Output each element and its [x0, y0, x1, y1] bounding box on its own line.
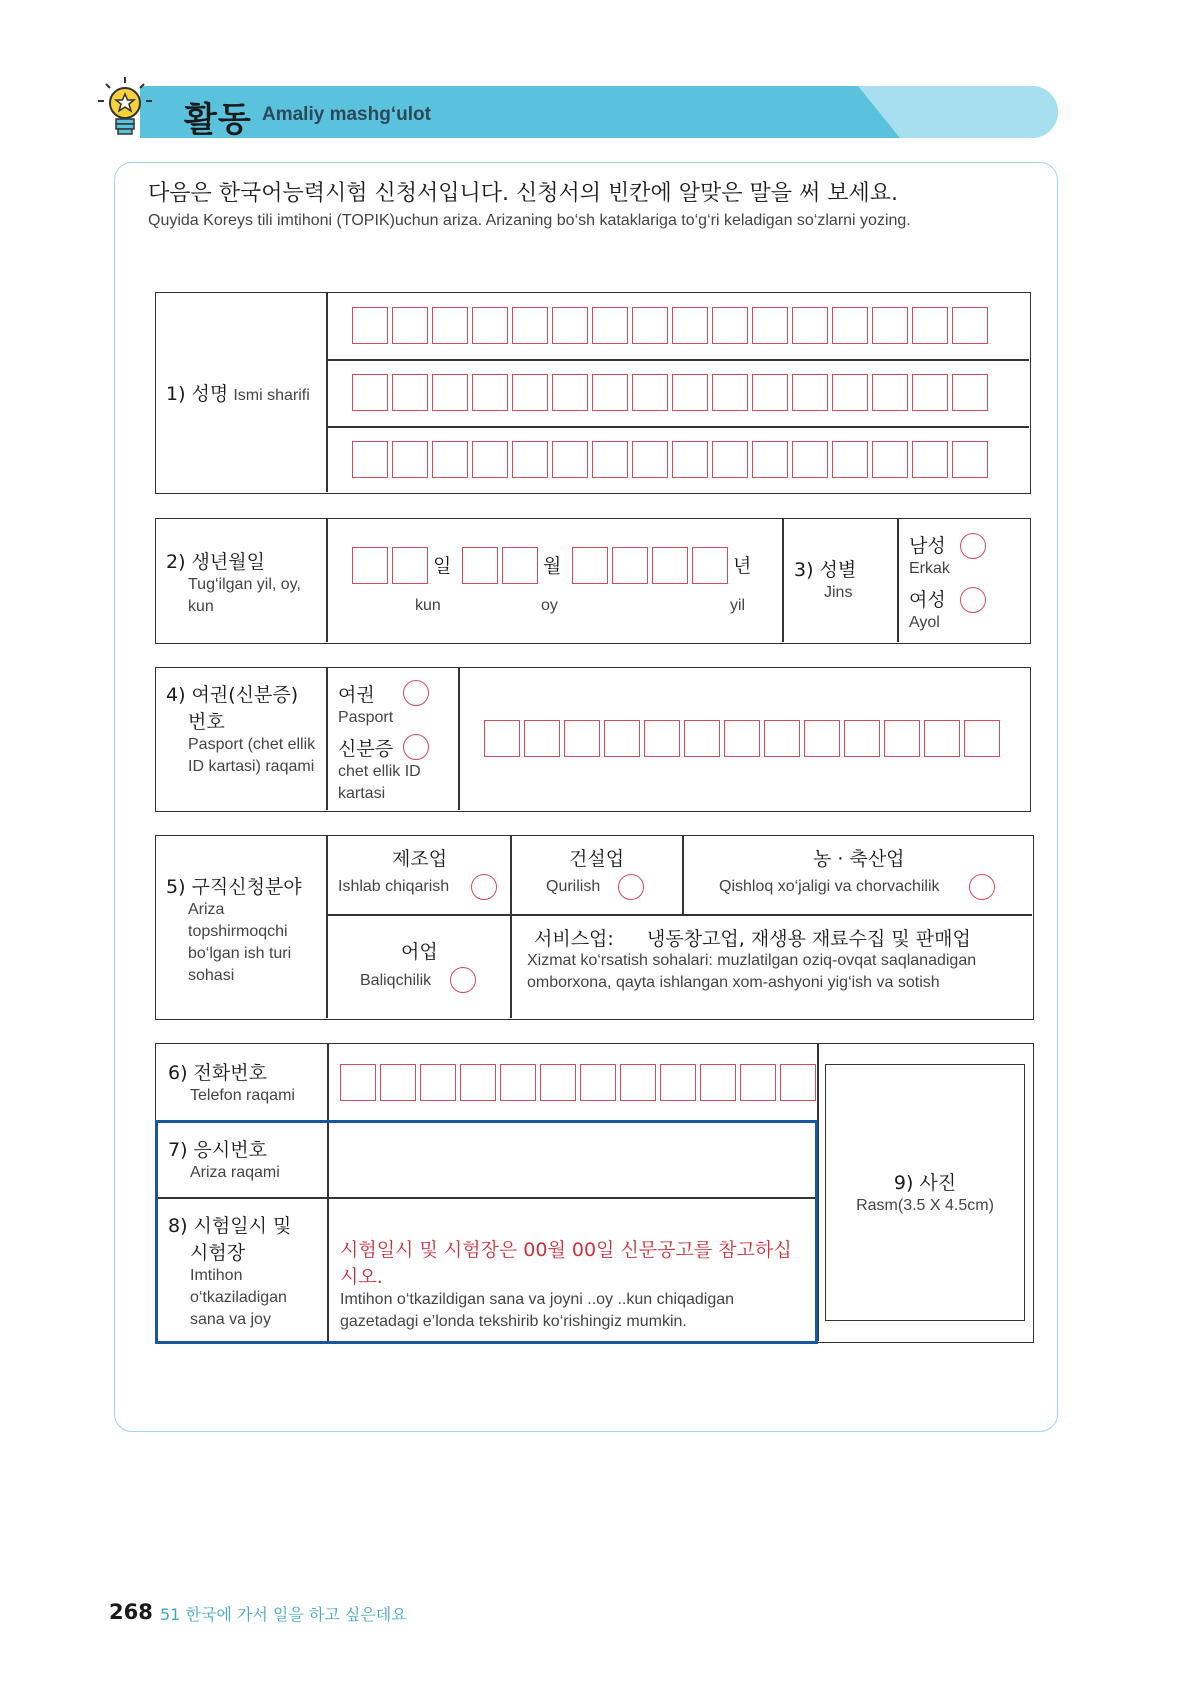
name-label-ko: 1) 성명 [166, 383, 229, 405]
chapter-title: 51 한국에 가서 일을 하고 싶은데요 [160, 1605, 407, 1624]
passport-table [155, 667, 1031, 812]
name-row3-box-16[interactable] [952, 441, 988, 478]
name-row1-box-1[interactable] [352, 307, 388, 344]
name-row3-box-14[interactable] [872, 441, 908, 478]
birth-day-box-2[interactable] [392, 547, 428, 584]
name-row3-box-1[interactable] [352, 441, 388, 478]
birth-year-ko: 년 [733, 555, 752, 577]
name-row1-box-8[interactable] [632, 307, 668, 344]
activity-title-ko: 활동 [184, 100, 252, 138]
name-row1-box-4[interactable] [472, 307, 508, 344]
agriculture-ko: 농 · 축산업 [813, 848, 905, 870]
construction-radio[interactable] [618, 874, 644, 900]
agriculture-uz: Qishloq xo‘jaligi va chorvachilik [719, 878, 940, 895]
passport-box-6[interactable] [684, 720, 720, 757]
name-row1-box-16[interactable] [952, 307, 988, 344]
page-number: 268 [109, 1600, 153, 1624]
passport-box-3[interactable] [564, 720, 600, 757]
birth-month-box-2[interactable] [502, 547, 538, 584]
activity-banner [140, 86, 1058, 138]
phone-box-12[interactable] [780, 1064, 816, 1101]
lightbulb-star-icon [94, 75, 156, 143]
name-label-uz: Ismi sharifi [233, 387, 310, 404]
passport-opt-ko: 여권 [338, 684, 375, 706]
name-row2-box-6[interactable] [552, 374, 588, 411]
phone-label-uz: Telefon raqami [190, 1087, 295, 1104]
birth-day-uz: kun [415, 597, 441, 614]
passport-box-2[interactable] [524, 720, 560, 757]
service-uz: Xizmat ko‘rsatish sohalari: muzlatilgan oziq-ovqat saqlanadigan omborxona, qayta ishlangan xom-ashyoni yig‘ish va sotish [527, 952, 977, 991]
name-row2-box-15[interactable] [912, 374, 948, 411]
birth-year-box-3[interactable] [652, 547, 688, 584]
exam-notice-ko: 시험일시 및 시험장은 00월 00일 신문공고를 참고하십시오. [340, 1239, 792, 1288]
exam-info-highlight [155, 1120, 818, 1344]
instruction-uz: Quyida Koreys tili imtihoni (TOPIK)uchun ariza. Arizaning bo‘sh kataklariga to‘g‘ri keladigan so‘zlarni yozing. [148, 212, 911, 229]
name-row2-box-8[interactable] [632, 374, 668, 411]
passport-box-12[interactable] [924, 720, 960, 757]
name-row1-box-15[interactable] [912, 307, 948, 344]
name-row2-box-13[interactable] [832, 374, 868, 411]
name-row3-box-5[interactable] [512, 441, 548, 478]
birth-year-uz: yil [730, 597, 746, 614]
name-row2-box-14[interactable] [872, 374, 908, 411]
birth-year-box-1[interactable] [572, 547, 608, 584]
fishery-ko: 어업 [401, 941, 438, 963]
name-row1-box-5[interactable] [512, 307, 548, 344]
exam-notice-uz: Imtihon o‘tkazildigan sana va joyni ..oy ..kun chiqadigan gazetadagi e’londa tekshirib ko‘rishingiz mumkin. [340, 1291, 735, 1330]
passport-box-4[interactable] [604, 720, 640, 757]
name-row3-box-13[interactable] [832, 441, 868, 478]
name-row3-box-15[interactable] [912, 441, 948, 478]
name-row1-box-3[interactable] [432, 307, 468, 344]
name-row3-box-3[interactable] [432, 441, 468, 478]
photo-label-ko: 9) 사진 [893, 1172, 957, 1194]
name-row2-box-5[interactable] [512, 374, 548, 411]
name-row2-box-4[interactable] [472, 374, 508, 411]
manufacturing-ko: 제조업 [392, 848, 448, 870]
name-row3-box-7[interactable] [592, 441, 628, 478]
phone-box-2[interactable] [380, 1064, 416, 1101]
female-label-uz: Ayol [909, 614, 940, 631]
birth-label-uz: Tug‘ilgan yil, oy, kun [188, 576, 301, 615]
name-row3-box-9[interactable] [672, 441, 708, 478]
job-label-uz: Ariza topshirmoqchi bo‘lgan ish turi sohasi [188, 901, 292, 984]
fishery-uz: Baliqchilik [360, 972, 432, 989]
passport-radio[interactable] [403, 680, 429, 706]
exam-no-label-ko: 7) 응시번호 [168, 1139, 267, 1161]
exam-date-label-ko-2: 시험장 [190, 1242, 246, 1264]
name-row1-box-12[interactable] [792, 307, 828, 344]
male-radio[interactable] [960, 533, 986, 559]
birth-month-ko: 월 [543, 555, 562, 577]
female-label-ko: 여성 [909, 589, 946, 611]
phone-box-9[interactable] [660, 1064, 696, 1101]
male-label-uz: Erkak [909, 560, 950, 577]
passport-box-11[interactable] [884, 720, 920, 757]
name-row1-box-10[interactable] [712, 307, 748, 344]
passport-box-9[interactable] [804, 720, 840, 757]
exam-no-label-uz: Ariza raqami [190, 1164, 280, 1181]
service-ko-b: 냉동창고업, 재생용 재료수집 및 판매업 [647, 928, 971, 950]
female-radio[interactable] [960, 587, 986, 613]
name-row2-box-10[interactable] [712, 374, 748, 411]
birth-gender-table [155, 518, 1031, 644]
name-row1-box-13[interactable] [832, 307, 868, 344]
name-row1-box-7[interactable] [592, 307, 628, 344]
fishery-radio[interactable] [450, 967, 476, 993]
name-row3-box-6[interactable] [552, 441, 588, 478]
name-row1-box-2[interactable] [392, 307, 428, 344]
name-row2-box-12[interactable] [792, 374, 828, 411]
passport-box-5[interactable] [644, 720, 680, 757]
construction-uz: Qurilish [546, 878, 601, 895]
name-row1-box-9[interactable] [672, 307, 708, 344]
manufacturing-radio[interactable] [471, 874, 497, 900]
name-row1-box-11[interactable] [752, 307, 788, 344]
agriculture-radio[interactable] [969, 874, 995, 900]
birth-month-uz: oy [541, 597, 558, 614]
passport-box-8[interactable] [764, 720, 800, 757]
phone-box-8[interactable] [620, 1064, 656, 1101]
phone-box-1[interactable] [340, 1064, 376, 1101]
passport-box-1[interactable] [484, 720, 520, 757]
passport-box-13[interactable] [964, 720, 1000, 757]
name-row2-box-3[interactable] [432, 374, 468, 411]
gender-label-ko: 3) 성별 [794, 559, 857, 581]
phone-box-6[interactable] [540, 1064, 576, 1101]
name-row3-box-11[interactable] [752, 441, 788, 478]
birth-year-box-2[interactable] [612, 547, 648, 584]
birth-day-ko: 일 [433, 555, 452, 577]
name-row2-box-16[interactable] [952, 374, 988, 411]
name-row3-box-2[interactable] [392, 441, 428, 478]
name-row2-box-7[interactable] [592, 374, 628, 411]
name-row2-box-1[interactable] [352, 374, 388, 411]
gender-label-uz: Jins [824, 584, 853, 601]
phone-box-10[interactable] [700, 1064, 736, 1101]
photo-label-uz: Rasm(3.5 X 4.5cm) [856, 1197, 994, 1214]
phone-box-7[interactable] [580, 1064, 616, 1101]
passport-opt-uz: Pasport [338, 709, 394, 726]
passport-label-ko-1: 4) 여권(신분증) [166, 684, 299, 706]
birth-label-ko: 2) 생년월일 [166, 551, 265, 573]
activity-title-uz: Amaliy mashg‘ulot [262, 104, 431, 125]
id-card-radio[interactable] [403, 734, 429, 760]
name-row1-box-6[interactable] [552, 307, 588, 344]
passport-label-ko-2: 번호 [188, 711, 225, 733]
name-row2-box-9[interactable] [672, 374, 708, 411]
birth-month-box-1[interactable] [462, 547, 498, 584]
phone-label-ko: 6) 전화번호 [168, 1062, 267, 1084]
birth-day-box-1[interactable] [352, 547, 388, 584]
manufacturing-uz: Ishlab chiqarish [338, 878, 450, 895]
exam-date-label-uz: Imtihon o‘tkaziladigan sana va joy [190, 1267, 287, 1328]
instruction-ko: 다음은 한국어능력시험 신청서입니다. 신청서의 빈칸에 알맞은 말을 써 보세요. [148, 181, 898, 206]
name-row3-box-4[interactable] [472, 441, 508, 478]
construction-ko: 건설업 [569, 848, 625, 870]
passport-label-uz: Pasport (chet ellik ID kartasi) raqami [188, 736, 316, 775]
male-label-ko: 남성 [909, 535, 946, 557]
name-row2-box-2[interactable] [392, 374, 428, 411]
phone-box-11[interactable] [740, 1064, 776, 1101]
birth-year-box-4[interactable] [692, 547, 728, 584]
name-row3-box-10[interactable] [712, 441, 748, 478]
id-card-opt-ko: 신분증 [338, 738, 394, 760]
exam-no-input[interactable] [330, 1125, 812, 1195]
job-field-table [155, 835, 1034, 1020]
name-row3-box-12[interactable] [792, 441, 828, 478]
banner-tail [858, 86, 1058, 138]
passport-box-10[interactable] [844, 720, 880, 757]
name-row1-box-14[interactable] [872, 307, 908, 344]
phone-box-5[interactable] [500, 1064, 536, 1101]
phone-box-3[interactable] [420, 1064, 456, 1101]
phone-box-4[interactable] [460, 1064, 496, 1101]
exam-date-label-ko-1: 8) 시험일시 및 [168, 1215, 292, 1237]
name-row2-box-11[interactable] [752, 374, 788, 411]
service-ko-a: 서비스업: [534, 928, 614, 950]
name-table [155, 292, 1031, 494]
name-row3-box-8[interactable] [632, 441, 668, 478]
id-card-opt-uz: chet ellik ID kartasi [338, 763, 421, 802]
job-label-ko: 5) 구직신청분야 [166, 876, 302, 898]
passport-box-7[interactable] [724, 720, 760, 757]
